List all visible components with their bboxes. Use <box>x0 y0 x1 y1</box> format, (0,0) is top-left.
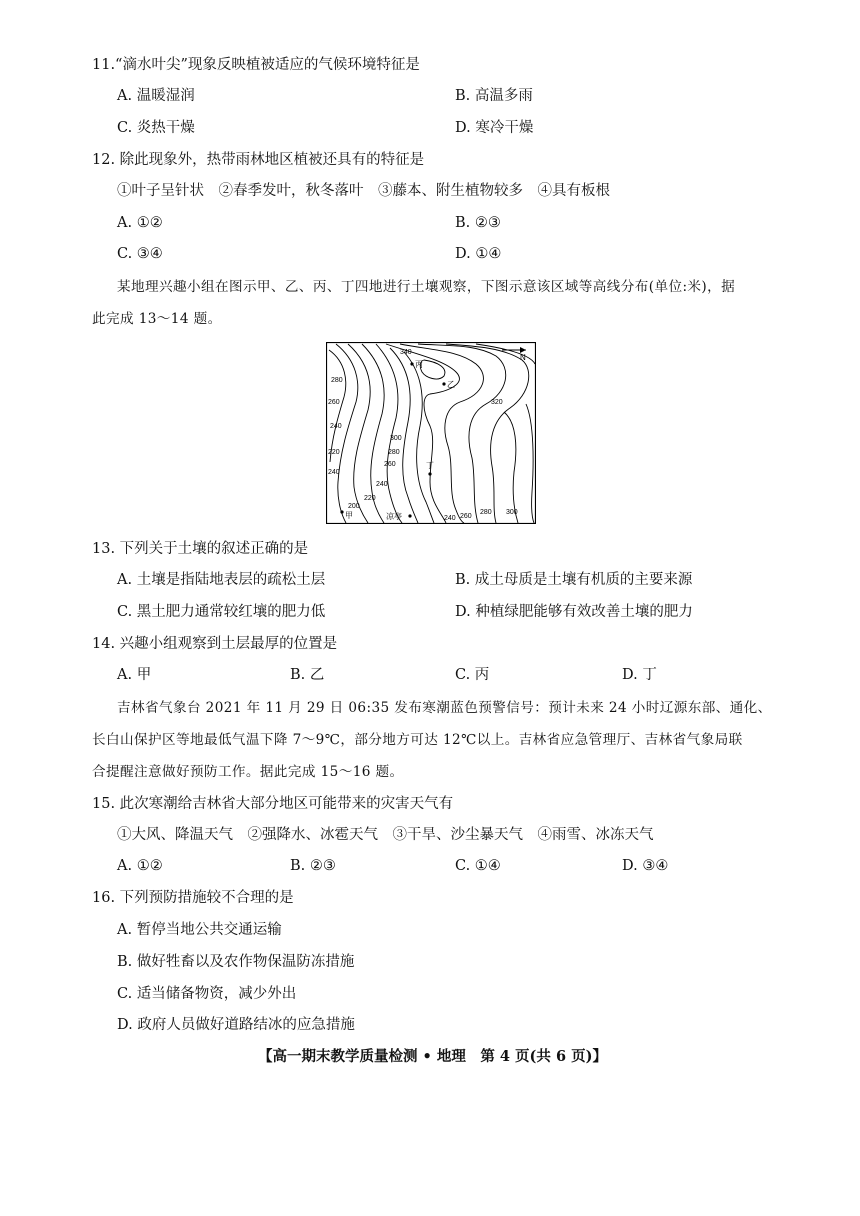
contour-label-7: 240 <box>328 469 340 476</box>
q13-option-a: A. 土壤是指陆地表层的疏松土层 <box>117 572 326 588</box>
contour-label-14: 240 <box>444 515 456 522</box>
q15-items: ①大风、降温天气 ②强降水、冰雹天气 ③干旱、沙尘暴天气 ④雨雪、冰冻天气 <box>117 827 654 843</box>
contour-label-4: 260 <box>328 399 340 406</box>
intro-13-14-line2: 此完成 13～14 题。 <box>92 311 222 327</box>
intro-15-16-line2: 长白山保护区等地最低气温下降 7～9℃，部分地方可达 12℃以上。吉林省应急管理厅、吉林省气象局联 <box>92 732 743 748</box>
q12-option-b: B. ②③ <box>455 215 501 231</box>
q16-option-b: B. 做好牲畜以及农作物保温防冻措施 <box>117 954 355 970</box>
q16-option-d: D. 政府人员做好道路结冰的应急措施 <box>117 1017 355 1033</box>
q11-option-c: C. 炎热干燥 <box>117 120 195 136</box>
place-bing: 丙 <box>415 360 423 369</box>
q13-option-d: D. 种植绿肥能够有效改善土壤的肥力 <box>455 604 693 620</box>
intro-13-14-line1: 某地理兴趣小组在图示甲、乙、丙、丁四地进行土壤观察，下图示意该区域等高线分布(单位:米)，据 <box>117 279 736 295</box>
q14-option-d: D. 丁 <box>622 667 657 683</box>
page-footer: 【高一期末教学质量检测 • 地理 第 4 页(共 6 页)】 <box>258 1048 607 1065</box>
place-yi: 乙 <box>447 380 455 389</box>
contour-label-3: 280 <box>331 377 343 384</box>
contour-map <box>326 342 536 524</box>
contour-label-9: 280 <box>388 449 400 456</box>
contour-label-11: 240 <box>376 481 388 488</box>
q15-option-d: D. ③④ <box>622 858 669 874</box>
q13-option-c: C. 黑土肥力通常较红壤的肥力低 <box>117 604 326 620</box>
q15-option-a: A. ①② <box>117 858 163 874</box>
marker-jia <box>340 510 343 513</box>
marker-ding <box>428 472 431 475</box>
north-label: N <box>520 353 526 362</box>
q13-option-b: B. 成土母质是土壤有机质的主要来源 <box>455 572 693 588</box>
q16-stem: 16. 下列预防措施较不合理的是 <box>92 890 294 906</box>
q14-option-c: C. 丙 <box>455 667 490 683</box>
q11-stem: 11.“滴水叶尖”现象反映植被适应的气候环境特征是 <box>92 57 420 73</box>
q15-option-b: B. ②③ <box>290 858 336 874</box>
contour-label-12: 220 <box>364 495 376 502</box>
q14-option-a: A. 甲 <box>117 667 152 683</box>
marker-bing <box>410 362 413 365</box>
q16-option-c: C. 适当储备物资，减少外出 <box>117 986 297 1002</box>
contour-label-15: 260 <box>460 513 472 520</box>
contour-label-16: 280 <box>480 509 492 516</box>
contour-label-13: 200 <box>348 503 360 510</box>
q14-option-b: B. 乙 <box>290 667 325 683</box>
marker-pavilion <box>408 514 411 517</box>
place-jia: 甲 <box>345 511 353 520</box>
q11-option-d: D. 寒冷干燥 <box>455 120 534 136</box>
contour-label-2: 320 <box>491 399 503 406</box>
q12-option-a: A. ①② <box>117 215 163 231</box>
contour-label-6: 220 <box>328 449 340 456</box>
q12-stem: 12. 除此现象外，热带雨林地区植被还具有的特征是 <box>92 152 425 168</box>
place-ding: 丁 <box>426 461 434 470</box>
q16-option-a: A. 暂停当地公共交通运输 <box>117 922 282 938</box>
marker-yi <box>442 382 445 385</box>
intro-15-16-line3: 合提醒注意做好预防工作。据此完成 15～16 题。 <box>92 764 404 780</box>
contour-label-17: 300 <box>506 509 518 516</box>
q13-stem: 13. 下列关于土壤的叙述正确的是 <box>92 541 309 557</box>
contour-label-10: 260 <box>384 461 396 468</box>
contour-label-8: 300 <box>390 435 402 442</box>
q12-items: ①叶子呈针状 ②春季发叶，秋冬落叶 ③藤本、附生植物较多 ④具有板根 <box>117 183 610 199</box>
q11-option-a: A. 温暖湿润 <box>117 88 195 104</box>
q11-option-b: B. 高温多雨 <box>455 88 533 104</box>
q15-option-c: C. ①④ <box>455 858 501 874</box>
q12-option-d: D. ①④ <box>455 246 502 262</box>
intro-15-16-line1: 吉林省气象台 2021 年 11 月 29 日 06:35 发布寒潮蓝色预警信号：预计未来 24 小时辽源东部、通化、 <box>117 700 772 716</box>
q14-stem: 14. 兴趣小组观察到土层最厚的位置是 <box>92 636 338 652</box>
contour-label-5: 240 <box>330 423 342 430</box>
map-frame <box>327 343 536 524</box>
q12-option-c: C. ③④ <box>117 246 163 262</box>
contour-label-1: 340 <box>400 349 412 356</box>
place-pavilion: 凉亭 <box>386 512 402 521</box>
q15-stem: 15. 此次寒潮给吉林省大部分地区可能带来的灾害天气有 <box>92 796 454 812</box>
